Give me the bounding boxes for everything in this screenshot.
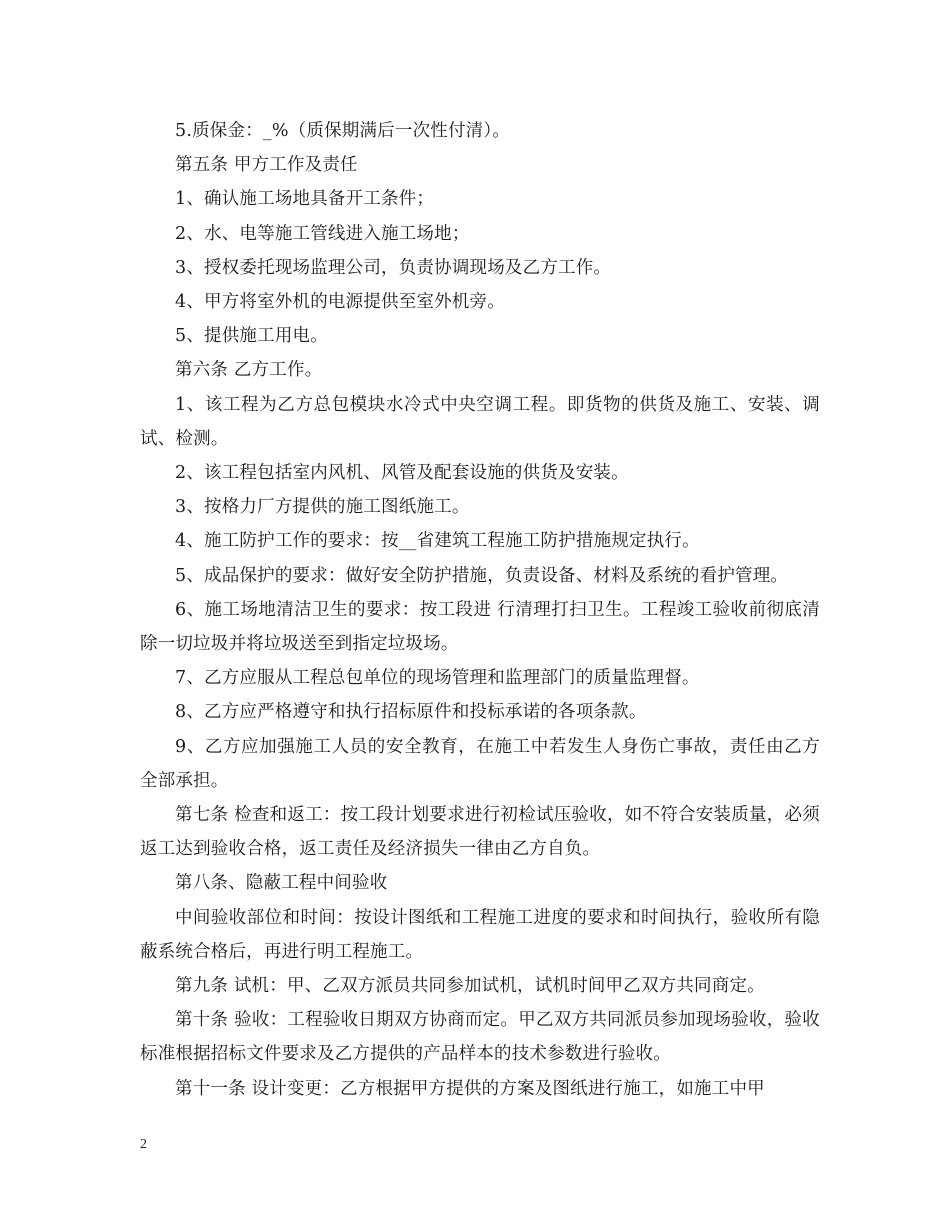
document-body	[140, 114, 820, 1106]
heading-article-8: 第八条、隐蔽工程中间验收	[175, 873, 388, 894]
paragraph-article-6-item-6: 6、施工场地清洁卫生的要求：按工段进 行清理打扫卫生。工程竣工验收前彻底清除一切垃圾并将垃圾送至到指定垃圾场。	[140, 599, 820, 655]
heading-article-6: 第六条 乙方工作。	[175, 360, 323, 381]
paragraph-retention-money: 5.质保金：_%（质保期满后一次性付清）。	[175, 121, 511, 141]
paragraph-article-6-item-7: 7、乙方应服从工程总包单位的现场管理和监理部门的质量监理督。	[175, 668, 700, 689]
paragraph-article-5-item-2: 2、水、电等施工管线进入施工场地；	[175, 223, 470, 244]
paragraph-article-6-item-3: 3、按格力厂方提供的施工图纸施工。	[175, 497, 470, 518]
paragraph-article-6-item-1: 1、该工程为乙方总包模块水冷式中央空调工程。即货物的供货及施工、安装、调试、检测。	[140, 394, 820, 449]
paragraph-article-6-item-8: 8、乙方应严格遵守和执行招标原件和投标承诺的各项条款。	[175, 702, 647, 723]
paragraph-article-5-item-4: 4、甲方将室外机的电源提供至室外机旁。	[175, 292, 505, 313]
paragraph-article-6-item-2: 2、该工程包括室内风机、风管及配套设施的供货及安装。	[175, 463, 629, 484]
paragraph-article-6-item-5: 5、成品保护的要求：做好安全防护措施，负责设备、材料及系统的看护管理。	[175, 565, 789, 586]
paragraph-article-6-item-4: 4、施工防护工作的要求：按__省建筑工程施工防护措施规定执行。	[175, 531, 700, 552]
paragraph-article-5-item-1: 1、确认施工场地具备开工条件；	[175, 189, 435, 210]
page-number: 2	[140, 1137, 147, 1152]
paragraph-article-8-body: 中间验收部位和时间：按设计图纸和工程施工进度的要求和时间执行，验收所有隐蔽系统合格后，再进行明工程施工。	[140, 907, 820, 962]
paragraph-article-9: 第九条 试机：甲、乙双方派员共同参加试机，试机时间甲乙双方共同商定。	[175, 976, 765, 997]
paragraph-article-6-item-9: 9、乙方应加强施工人员的安全教育，在施工中若发生人身伤亡事故，责任由乙方全部承担。	[140, 736, 820, 791]
heading-article-5: 第五条 甲方工作及责任	[175, 155, 358, 176]
paragraph-article-5-item-3: 3、授权委托现场监理公司，负责协调现场及乙方工作。	[175, 257, 612, 278]
paragraph-article-5-item-5: 5、提供施工用电。	[175, 326, 328, 347]
paragraph-article-7: 第七条 检查和返工：按工段计划要求进行初检试压验收，如不符合安装质量，必须返工达到验收合格，返工责任及经济损失一律由乙方自负。	[140, 805, 820, 860]
paragraph-article-11: 第十一条 设计变更：乙方根据甲方提供的方案及图纸进行施工，如施工中甲	[175, 1078, 765, 1099]
paragraph-article-10: 第十条 验收：工程验收日期双方协商而定。甲乙双方共同派员参加现场验收，验收标准根据招标文件要求及乙方提供的产品样本的技术参数进行验收。	[140, 1010, 820, 1065]
